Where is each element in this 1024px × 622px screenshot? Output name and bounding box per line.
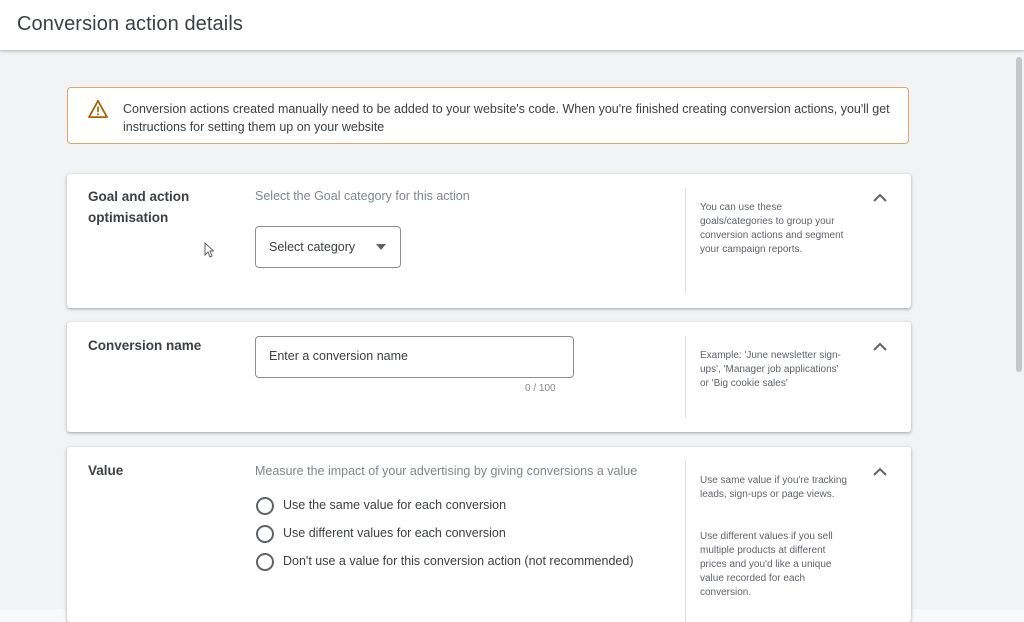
category-select-label: Select category	[269, 240, 356, 254]
goal-card-divider	[685, 188, 686, 294]
character-counter: 0 / 100	[525, 383, 556, 394]
radio-label: Use different values for each conversion	[283, 526, 506, 540]
value-collapse-chevron-icon[interactable]	[871, 463, 889, 481]
value-hint: Measure the impact of your advertising by giving conversions a value	[255, 464, 638, 478]
goal-card-title: Goal and action optimisation	[88, 189, 190, 225]
goal-hint: Select the Goal category for this action	[255, 189, 470, 203]
conversion-name-field[interactable]	[255, 336, 574, 378]
goal-help-text: You can use these goals/categories to group your conversion actions and segment your campaign reports.	[700, 202, 844, 255]
mouse-cursor-icon	[204, 242, 214, 258]
name-card-title: Conversion name	[88, 338, 202, 353]
value-help-text-2: Use different values if you sell multiple products at different prices and you'd like a unique value recorded for each conversion.	[700, 531, 833, 598]
warning-text: Conversion actions created manually need to be added to your website's code. When you're finished creating conversion actions, you'll get instructions for setting them up on your website	[123, 102, 890, 134]
radio-button[interactable]	[256, 497, 274, 515]
radio-label: Don't use a value for this conversion action (not recommended)	[283, 554, 634, 568]
radio-label: Use the same value for each conversion	[283, 498, 507, 512]
warning-icon	[88, 100, 108, 118]
page-header	[0, 0, 1024, 50]
category-select[interactable]	[255, 226, 401, 268]
name-help-text: Example: 'June newsletter sign-ups', 'Manager job applications' or 'Big cookie sales'	[700, 350, 841, 389]
scrollbar[interactable]	[1016, 57, 1022, 372]
conversion-name-input[interactable]	[269, 349, 559, 363]
name-card	[67, 322, 911, 432]
value-help-text-1: Use same value if you're tracking leads, sign-ups or page views.	[700, 475, 847, 500]
value-card-divider	[685, 461, 686, 622]
dropdown-arrow-icon	[376, 244, 386, 250]
radio-button[interactable]	[256, 525, 274, 543]
value-card-title: Value	[88, 463, 124, 478]
goal-card	[67, 174, 911, 308]
radio-button[interactable]	[256, 553, 274, 571]
goal-collapse-chevron-icon[interactable]	[871, 189, 889, 207]
page-title: Conversion action details	[17, 13, 243, 35]
name-collapse-chevron-icon[interactable]	[871, 338, 889, 356]
value-card	[67, 447, 911, 622]
warning-banner	[67, 87, 909, 144]
name-card-divider	[685, 336, 686, 418]
